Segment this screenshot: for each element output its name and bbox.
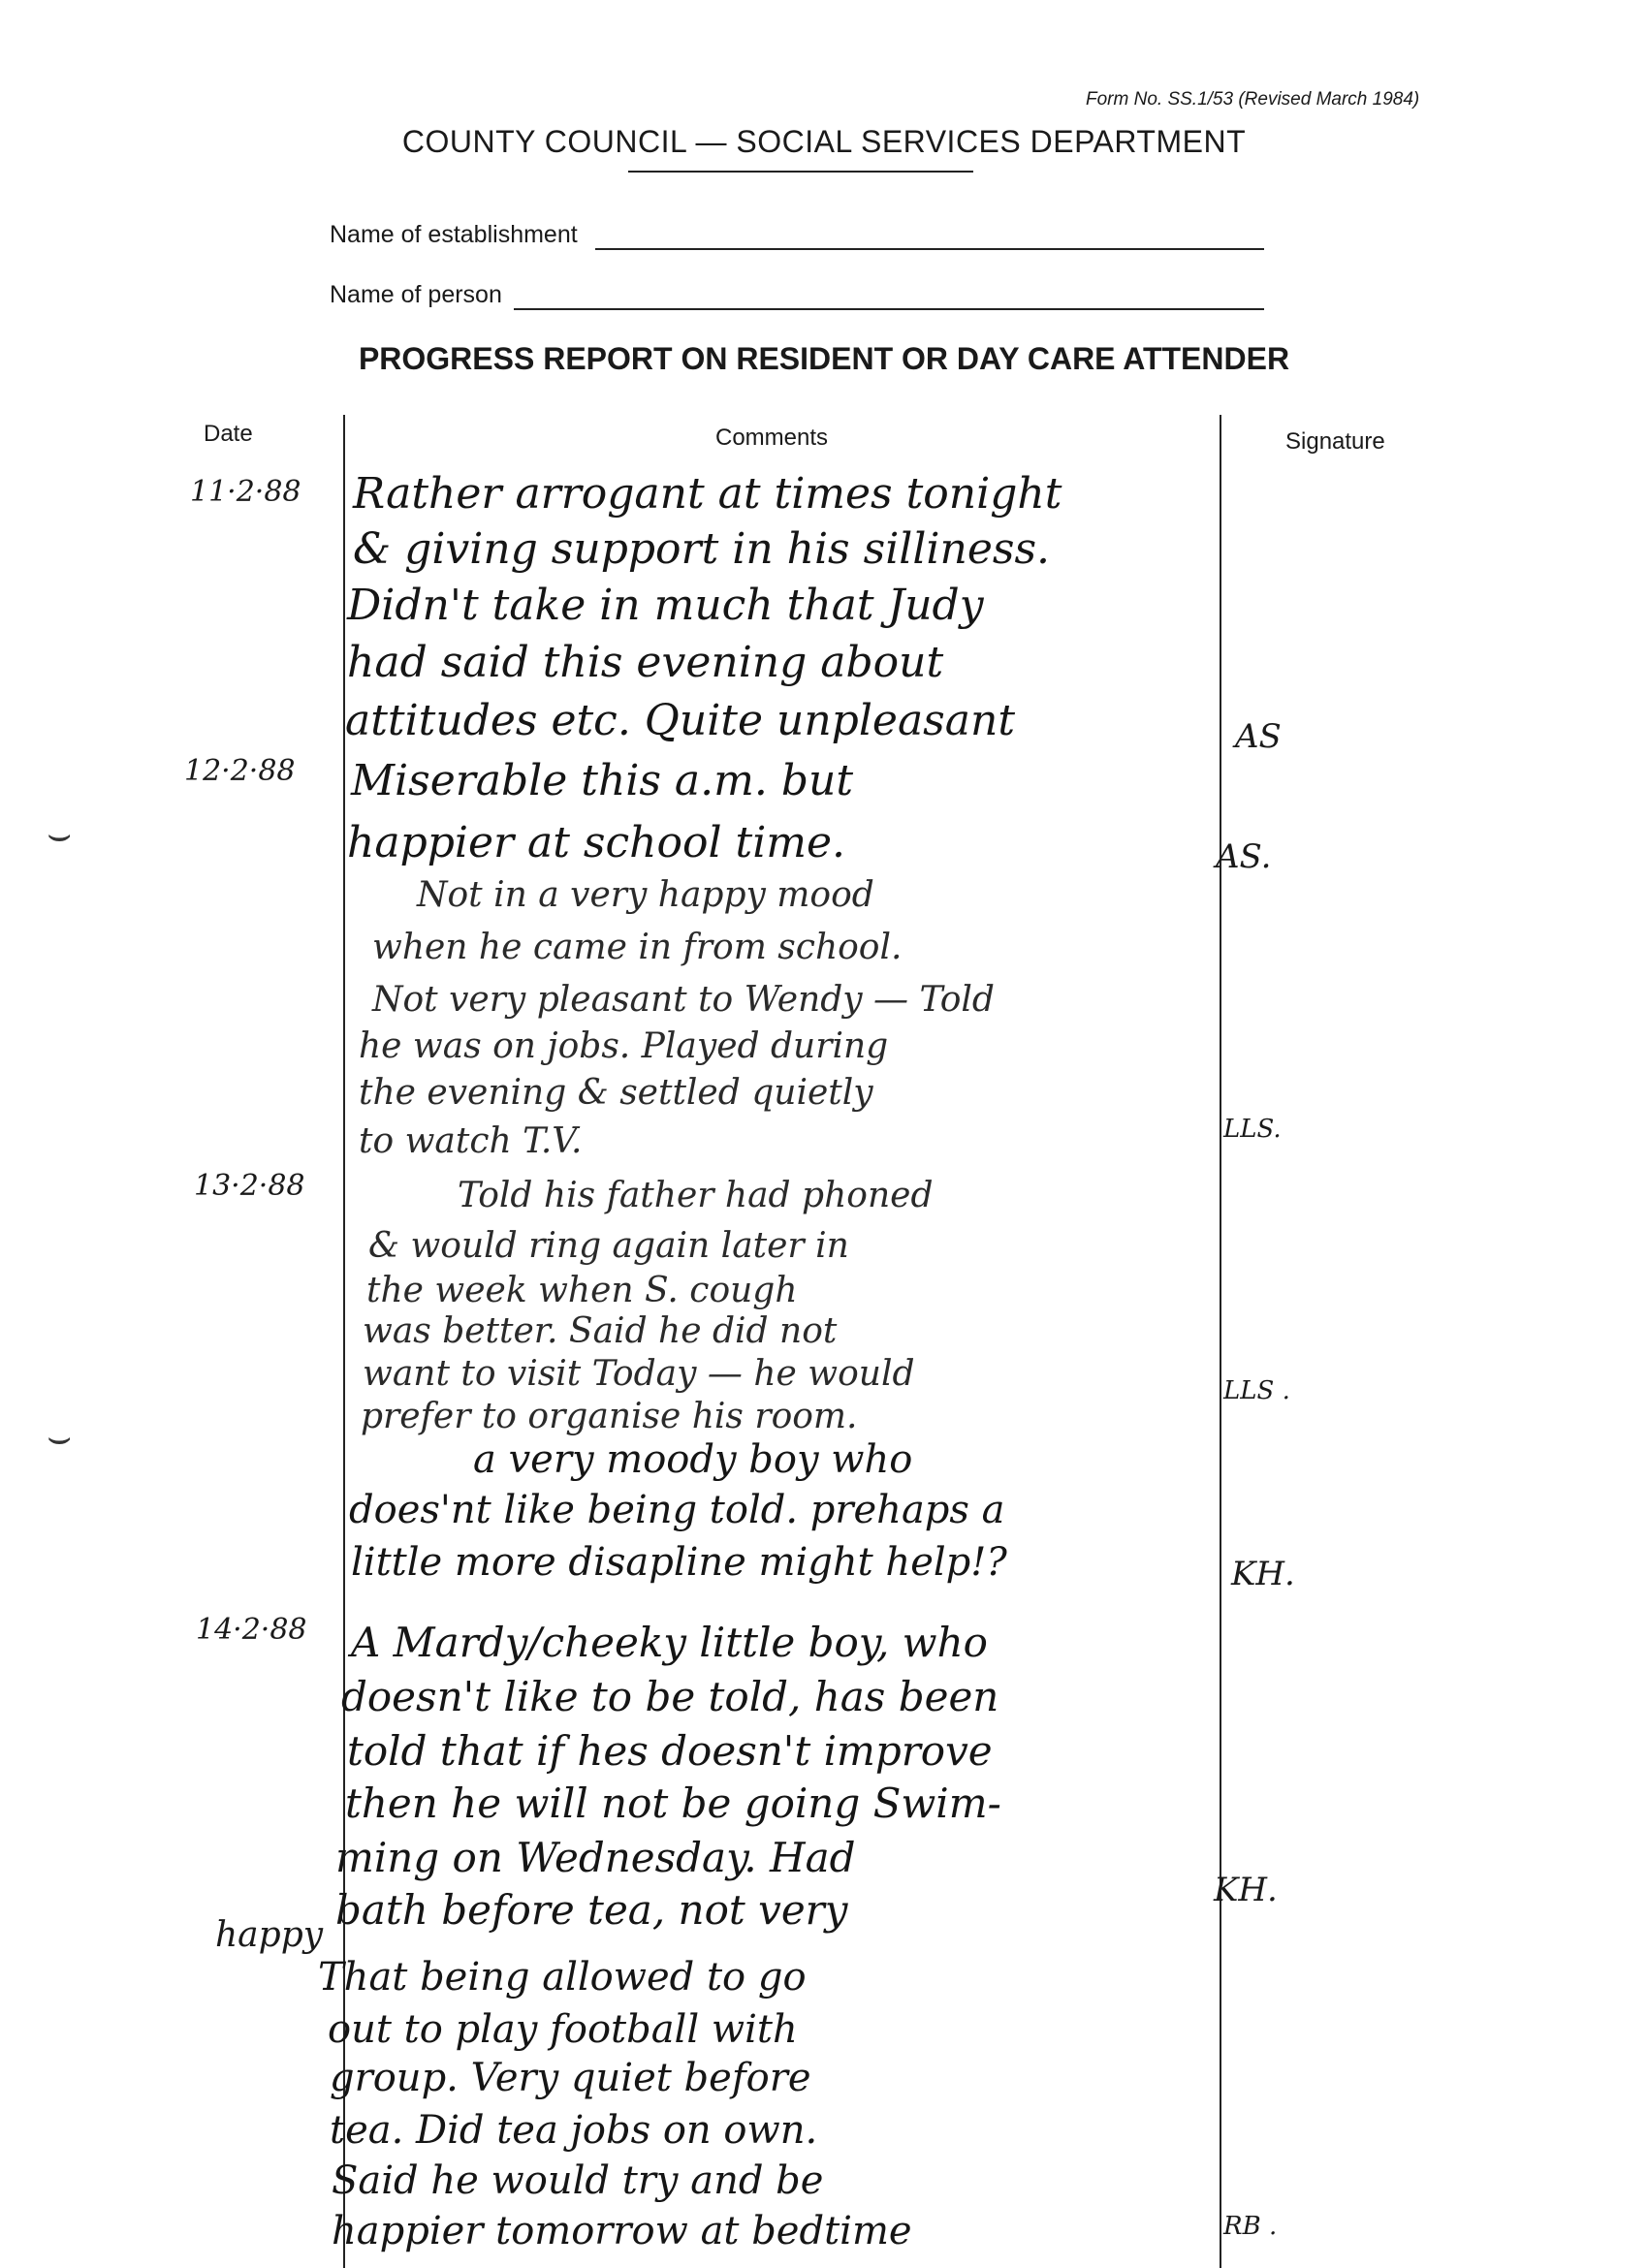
department-underline <box>628 171 973 173</box>
comment-line: a very moody boy who <box>473 1437 913 1482</box>
comment-line: A Mardy/cheeky little boy, who <box>351 1619 988 1666</box>
comment-line: to watch T.V. <box>359 1121 583 1161</box>
comment-line: & giving support in his silliness. <box>353 524 1051 574</box>
entry-date: 11·2·88 <box>190 475 301 509</box>
comment-line: attitudes etc. Quite unpleasant <box>345 696 1016 745</box>
margin-tick-mark: ⌣ <box>47 1415 73 1460</box>
comments-column-header: Comments <box>715 425 829 451</box>
comment-line: That being allowed to go <box>318 1955 807 2000</box>
margin-note: happy <box>215 1915 324 1955</box>
comment-line: had said this evening about <box>347 638 944 687</box>
department-title: COUNTY COUNCIL — SOCIAL SERVICES DEPARTMENT <box>401 124 1247 159</box>
comment-line: out to play football with <box>328 2007 798 2052</box>
comment-line: Rather arrogant at times tonight <box>353 469 1062 519</box>
signature-column-header: Signature <box>1285 428 1385 455</box>
comment-line: doesn't like to be told, has been <box>341 1673 999 1720</box>
comment-line: bath before tea, not very <box>335 1886 848 1934</box>
comment-line: Didn't take in much that Judy <box>347 581 984 630</box>
entry-signature: LLS . <box>1223 1376 1290 1405</box>
comment-line: ming on Wednesday. Had <box>335 1834 856 1881</box>
entry-signature: AS. <box>1216 837 1272 876</box>
entry-signature: LLS. <box>1223 1115 1282 1144</box>
comment-line: little more disapline might help!? <box>351 1540 1007 1585</box>
comment-line: then he will not be going Swim- <box>345 1780 1001 1827</box>
entry-signature: KH. <box>1231 1555 1295 1593</box>
comment-line: happier tomorrow at bedtime <box>332 2209 912 2253</box>
entry-signature: AS <box>1235 717 1282 756</box>
comment-line: the evening & settled quietly <box>359 1073 873 1113</box>
entry-date: 14·2·88 <box>196 1613 307 1647</box>
establishment-field[interactable] <box>595 248 1264 250</box>
comment-line: was better. Said he did not <box>363 1311 838 1351</box>
comments-right-rule <box>1220 415 1221 2268</box>
comment-line: Not in a very happy mood <box>417 875 874 915</box>
comment-line: & would ring again later in <box>368 1226 849 1266</box>
comment-line: prefer to organise his room. <box>361 1397 858 1436</box>
comment-line: want to visit Today — he would <box>363 1354 915 1394</box>
comment-line: told that if hes doesn't improve <box>347 1727 993 1775</box>
comment-line: Not very pleasant to Wendy — Told <box>372 980 995 1020</box>
comment-line: he was on jobs. Played during <box>359 1026 889 1066</box>
comment-line: tea. Did tea jobs on own. <box>330 2108 818 2153</box>
comment-line: does'nt like being told. prehaps a <box>349 1488 1005 1532</box>
entry-date: 12·2·88 <box>184 754 296 788</box>
person-field[interactable] <box>514 308 1264 310</box>
comment-line: happier at school time. <box>347 818 846 867</box>
report-title: PROGRESS REPORT ON RESIDENT OR DAY CARE ATTENDER <box>358 341 1290 376</box>
comment-line: Said he would try and be <box>332 2158 824 2203</box>
establishment-label: Name of establishment <box>330 221 578 248</box>
entry-signature: KH. <box>1214 1871 1278 1909</box>
person-label: Name of person <box>330 281 502 308</box>
date-column-header: Date <box>204 421 253 447</box>
form-number: Form No. SS.1/53 (Revised March 1984) <box>1086 89 1420 110</box>
comment-line: group. Very quiet before <box>330 2056 811 2100</box>
entry-date: 13·2·88 <box>194 1169 305 1203</box>
entry-signature: RB . <box>1223 2212 1278 2241</box>
comment-line: when he came in from school. <box>372 928 903 967</box>
comment-line: Miserable this a.m. but <box>351 756 854 805</box>
margin-tick-mark: ⌣ <box>47 812 73 857</box>
comment-line: the week when S. cough <box>366 1271 798 1310</box>
comment-line: Told his father had phoned <box>458 1176 934 1215</box>
